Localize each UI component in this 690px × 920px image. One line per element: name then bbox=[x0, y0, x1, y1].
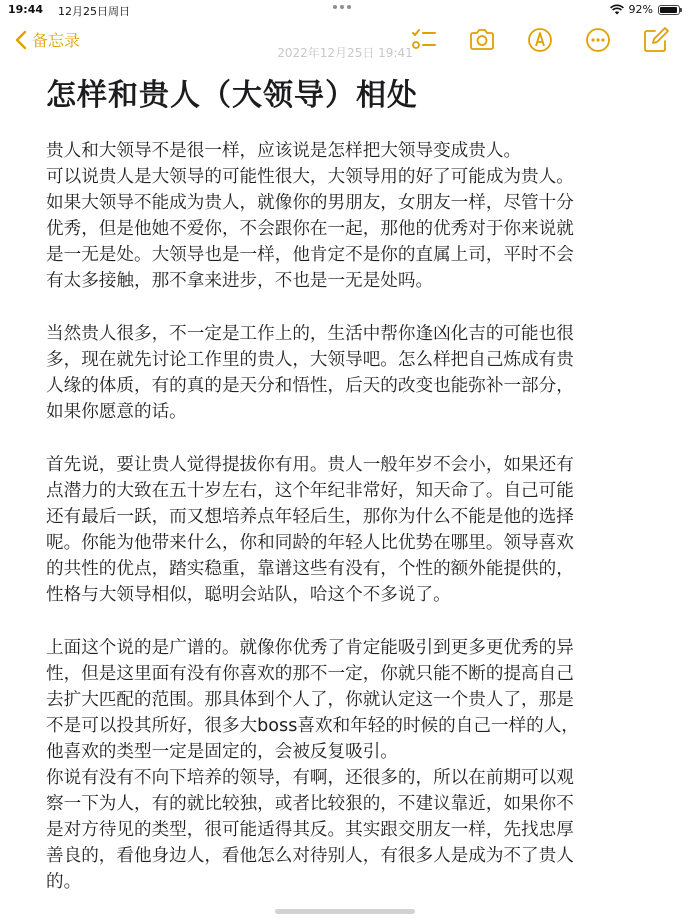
note-line: 他喜欢的类型一定是固定的，会被反复吸引。 bbox=[46, 742, 398, 762]
status-bar bbox=[0, 0, 690, 20]
paragraph-spacer bbox=[46, 294, 646, 321]
status-time: 19:44 bbox=[8, 3, 44, 16]
note-line: 的。 bbox=[46, 872, 82, 892]
note-line: 察一下为人，有的就比较独，或者比较狠的，不建议靠近，如果你不 bbox=[46, 794, 574, 814]
note-line: 的共性的优点，踏实稳重，靠谱这些有没有，个性的额外能提供的， bbox=[46, 559, 574, 579]
paragraph-spacer bbox=[46, 608, 646, 635]
note-date: 2022年12月25日 19:41 bbox=[277, 46, 413, 60]
note-title[interactable]: 怎样和贵人（大领导）相处 bbox=[46, 78, 418, 113]
note-line: 人缘的体质，有的真的是天分和悟性，后天的改变也能弥补一部分， bbox=[46, 376, 574, 396]
note-body[interactable] bbox=[46, 138, 646, 895]
note-line: 善良的，看他身边人，看他怎么对待别人，有很多人是成为不了贵人 bbox=[46, 846, 574, 866]
note-line: 当然贵人很多，不一定是工作上的，生活中帮你逢凶化吉的可能也很 bbox=[46, 324, 574, 344]
note-line: 贵人和大领导不是很一样，应该说是怎样把大领导变成贵人。 bbox=[46, 141, 522, 161]
note-line: 可以说贵人是大领导的可能性很大，大领导用的好了可能成为贵人。 bbox=[46, 167, 574, 187]
status-right bbox=[610, 3, 680, 16]
note-line: 有太多接触，那不拿来进步，不也是一无是处吗。 bbox=[46, 271, 434, 291]
battery-percent: 92% bbox=[628, 3, 653, 16]
note-line: 优秀，但是他她不爱你，不会跟你在一起，那他的优秀对于你来说就 bbox=[46, 219, 574, 239]
status-date: 12月25日周日 bbox=[58, 5, 130, 18]
battery-fill bbox=[660, 7, 677, 13]
note-line: 还有最后一跃，而又想培养点年轻后生，那你为什么不能是他的选择 bbox=[46, 507, 574, 527]
note-line: 性，但是这里面有没有你喜欢的那不一定，你就只能不断的提高自己 bbox=[46, 664, 574, 684]
note-line: 不是可以投其所好，很多大boss喜欢和年轻的时候的自己一样的人， bbox=[46, 716, 579, 736]
note-line: 多，现在就先讨论工作里的贵人，大领导吧。怎么样把自己炼成有贵 bbox=[46, 350, 574, 370]
note-line: 性格与大领导相似，聪明会站队，哈这个不多说了。 bbox=[46, 585, 451, 605]
note-line: 点潜力的大致在五十岁左右，这个年纪非常好，知天命了。自己可能 bbox=[46, 481, 574, 501]
note-line: 首先说，要让贵人觉得提拔你有用。贵人一般年岁不会小，如果还有 bbox=[46, 455, 574, 475]
note-line: 是对方待见的类型，很可能适得其反。其实跟交朋友一样，先找忠厚 bbox=[46, 820, 574, 840]
note-line: 呢。你能为他带来什么，你和同龄的年轻人比优势在哪里。领导喜欢 bbox=[46, 533, 574, 553]
paragraph-spacer bbox=[46, 425, 646, 452]
multitasking-dots-icon[interactable] bbox=[333, 5, 357, 9]
note-line: 去扩大匹配的范围。那具体到个人了，你就认定这一个贵人了，那是 bbox=[46, 690, 574, 710]
note-line: 上面这个说的是广谱的。就像你优秀了肯定能吸引到更多更优秀的异 bbox=[46, 638, 574, 658]
battery-icon bbox=[658, 5, 680, 15]
note-line: 你说有没有不向下培养的领导，有啊，还很多的，所以在前期可以观 bbox=[46, 768, 574, 788]
note-line: 如果你愿意的话。 bbox=[46, 402, 187, 422]
note-line: 是一无是处。大领导也是一样，他肯定不是你的直属上司，平时不会 bbox=[46, 245, 574, 265]
back-label: 备忘录 bbox=[32, 31, 81, 50]
wifi-icon bbox=[610, 4, 624, 15]
note-line: 如果大领导不能成为贵人，就像你的男朋友，女朋友一样，尽管十分 bbox=[46, 193, 574, 213]
home-indicator bbox=[275, 909, 415, 914]
